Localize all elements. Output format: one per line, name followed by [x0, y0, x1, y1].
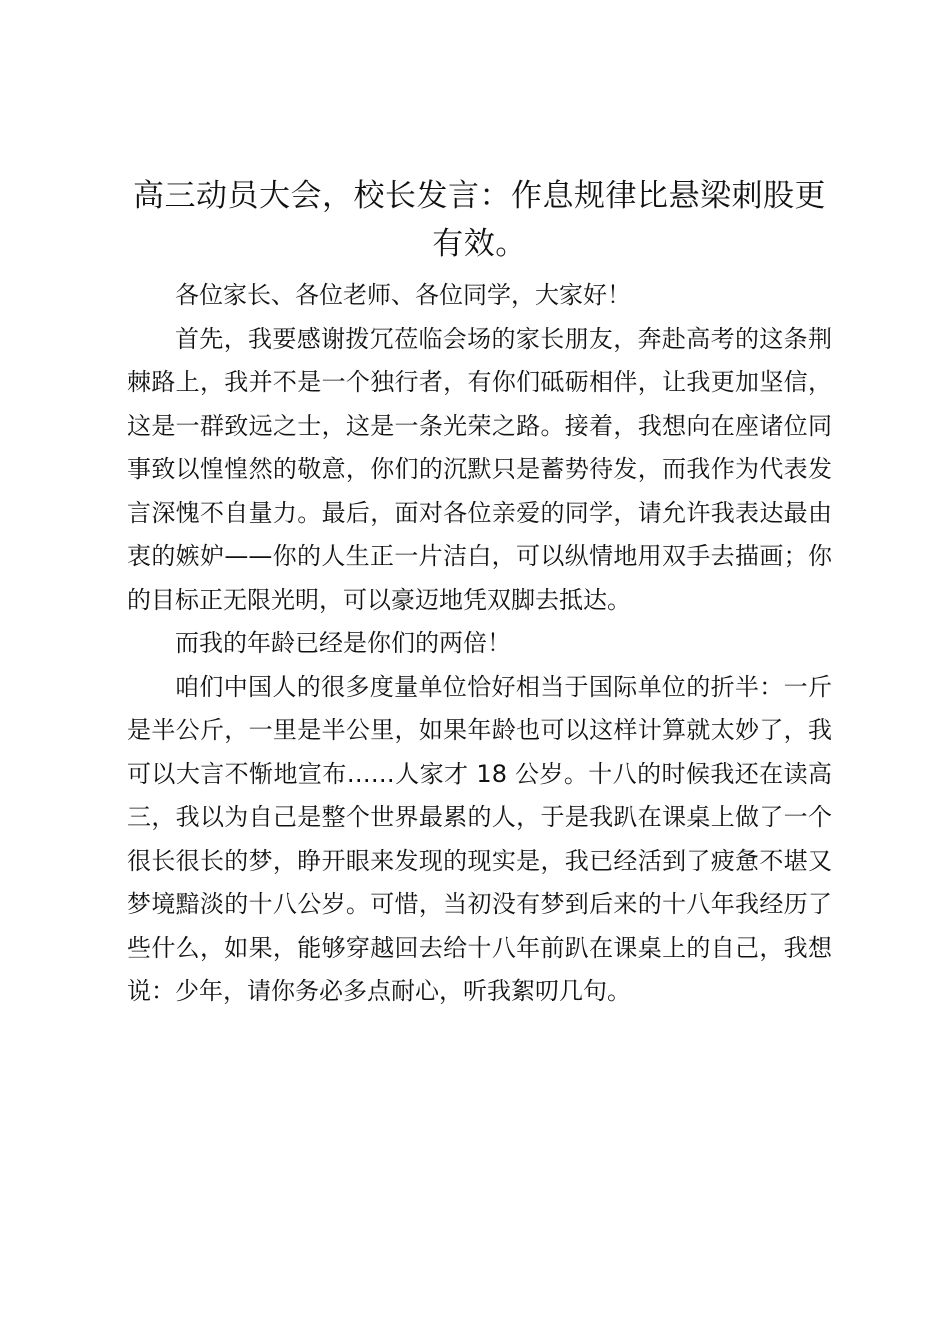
paragraph-units: 咱们中国人的很多度量单位恰好相当于国际单位的折半：一斤是半公斤，一里是半公里，如果年龄也可以这样计算就太妙了，我可以大言不惭地宣布……人家才 18 公岁。十八的时候我还在读高三，我以为自己是整个世界最累的人，于是我趴在课桌上做了一个很长很长的梦，睁开眼来发现的现实是，我已经活到了疲惫不堪又梦境黯淡的十八公岁。可惜，当初没有梦到后来的十八年我经历了些什么，如果，能够穿越回去给十八年前趴在课桌上的自己，我想说：少年，请你务必多点耐心，听我絮叨几句。: [127, 672, 832, 1005]
paragraph-age: 而我的年龄已经是你们的两倍！: [175, 629, 511, 657]
paragraph-greeting: 各位家长、各位老师、各位同学，大家好！: [175, 281, 631, 309]
document-title: 高三动员大会，校长发言：作息规律比悬梁刺股更有效。: [133, 178, 826, 262]
paragraph-thanks: 首先，我要感谢拨冗莅临会场的家长朋友，奔赴高考的这条荆棘路上，我并不是一个独行者，有你们砥砺相伴，让我更加坚信，这是一群致远之士，这是一条光荣之路。接着，我想向在座诸位同事致以惶惶然的敬意，你们的沉默只是蓄势待发，而我作为代表发言深愧不自量力。最后，面对各位亲爱的同学，请允许我表达最由衷的嫉妒——你的人生正一片洁白，可以纵情地用双手去描画；你的目标正无限光明，可以豪迈地凭双脚去抵达。: [127, 324, 832, 614]
document-body: [127, 172, 832, 1014]
